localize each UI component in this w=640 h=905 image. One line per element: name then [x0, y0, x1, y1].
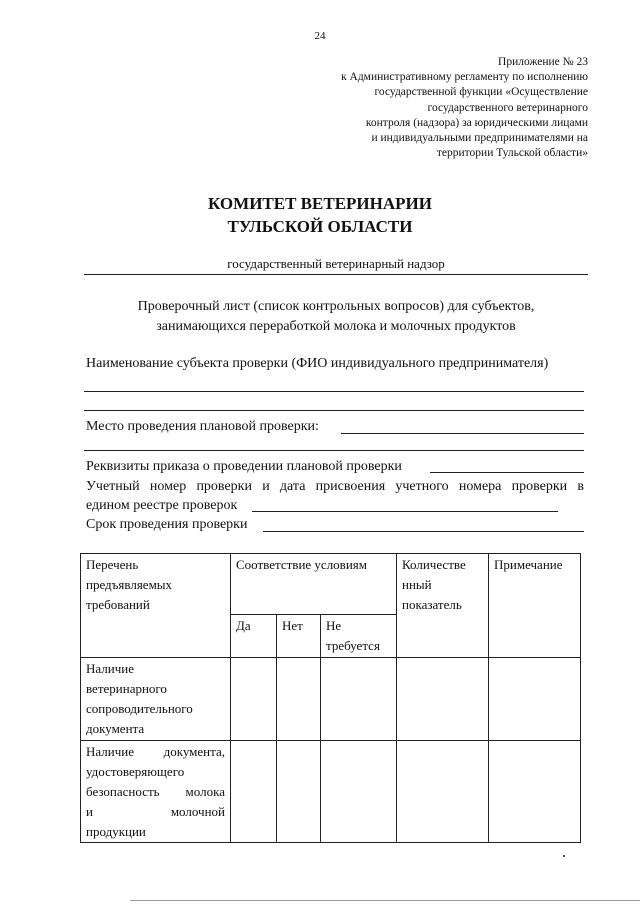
place-label: Место проведения плановой проверки: — [86, 419, 319, 434]
table-row — [81, 658, 581, 741]
header-compliance: Соответствие условиям — [231, 554, 397, 615]
appendix-line: государственной функции «Осуществление — [374, 86, 588, 99]
appendix-line: Приложение № 23 — [498, 56, 588, 68]
place-line-1[interactable] — [341, 433, 584, 434]
checklist-title-line: занимающихся переработкой молока и молочных продуктов — [156, 319, 516, 334]
header-yes: Да — [231, 615, 277, 658]
quantity-cell[interactable] — [397, 658, 489, 741]
appendix-line: государственного ветеринарного — [427, 101, 588, 114]
appendix-line: и индивидуальными предпринимателями на — [371, 132, 588, 145]
supervision-type: государственный ветеринарный надзор — [227, 256, 445, 271]
yes-cell[interactable] — [231, 741, 277, 843]
appendix-line: к Административному регламенту по исполнению — [341, 71, 588, 84]
term-label: Срок проведения проверки — [86, 517, 248, 532]
header-no: Нет — [277, 615, 321, 658]
committee-title — [0, 192, 640, 238]
requirement-cell: Наличие документа, удостоверяющего безопасность молока и молочной продукции — [81, 741, 231, 843]
checklist-title-line: Проверочный лист (список контрольных вопросов) для субъектов, — [137, 299, 535, 314]
note-cell[interactable] — [489, 741, 581, 843]
checklist-title — [84, 297, 588, 337]
scan-edge-line — [130, 900, 640, 901]
order-line[interactable] — [430, 472, 584, 473]
table-header-row — [81, 554, 581, 615]
not-required-cell[interactable] — [321, 741, 397, 843]
no-cell[interactable] — [277, 741, 321, 843]
note-cell[interactable] — [489, 658, 581, 741]
committee-title-line: КОМИТЕТ ВЕТЕРИНАРИИ — [208, 194, 432, 213]
appendix-line: территории Тульской области» — [436, 147, 588, 160]
yes-cell[interactable] — [231, 658, 277, 741]
registry-line[interactable] — [252, 511, 558, 512]
term-line[interactable] — [263, 531, 584, 532]
no-cell[interactable] — [277, 658, 321, 741]
committee-title-line: ТУЛЬСКОЙ ОБЛАСТИ — [227, 217, 413, 236]
header-quantity: Количестве нный показатель — [397, 554, 489, 658]
checklist-table — [80, 553, 581, 843]
subject-name-label: Наименование субъекта проверки (ФИО индивидуального предпринимателя) — [86, 356, 549, 371]
table-row — [81, 741, 581, 843]
header-note: Примечание — [489, 554, 581, 658]
registry-label-line-2: едином реестре проверок — [86, 498, 238, 513]
header-requirements: Перечень предъявляемых требований — [81, 554, 231, 658]
registry-label-line-1: Учетный номер проверки и дата присвоения учетного номера проверки в — [86, 479, 584, 494]
header-not-required: Не требуется — [321, 615, 397, 658]
order-label: Реквизиты приказа о проведении плановой проверки — [86, 459, 402, 474]
requirement-cell: Наличие ветеринарного сопроводительного документа — [81, 658, 231, 741]
appendix-line: контроля (надзора) за юридическими лицами — [365, 116, 588, 129]
not-required-cell[interactable] — [321, 658, 397, 741]
page-number: 24 — [314, 30, 326, 42]
scan-speck — [563, 855, 565, 857]
supervision-underline — [84, 274, 588, 275]
subject-name-line-2[interactable] — [84, 410, 584, 411]
quantity-cell[interactable] — [397, 741, 489, 843]
place-line-2[interactable] — [84, 450, 584, 451]
appendix-block — [288, 55, 588, 161]
subject-name-line-1[interactable] — [84, 391, 584, 392]
